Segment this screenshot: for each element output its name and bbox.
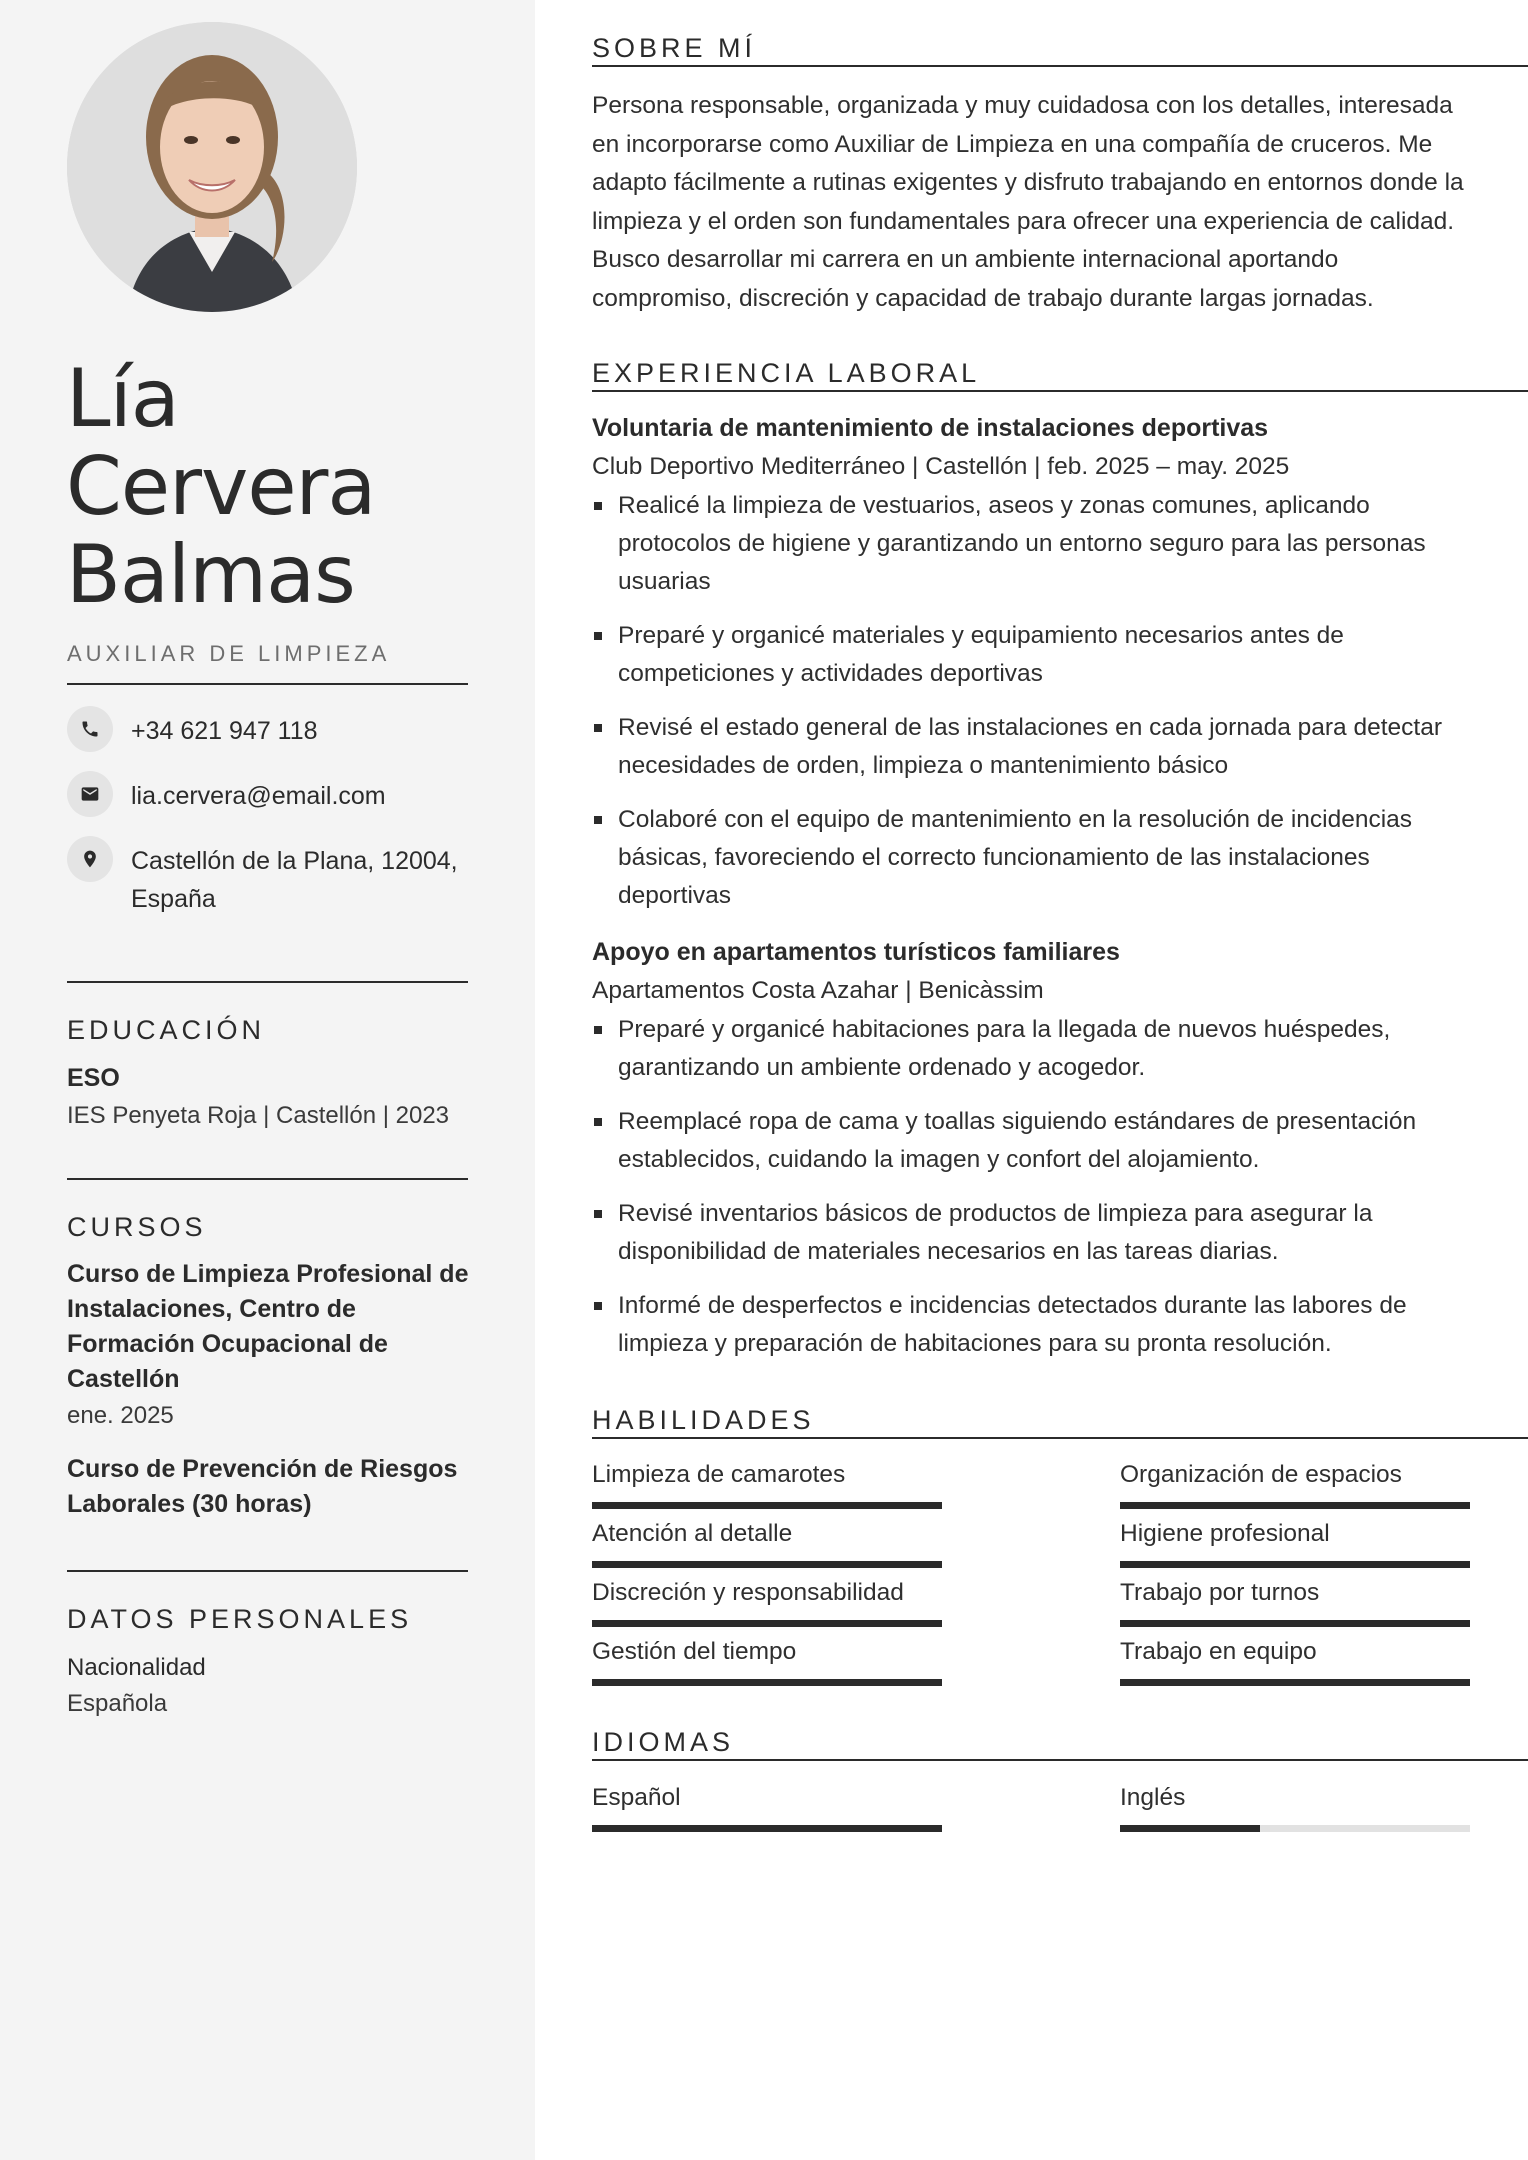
education-heading: EDUCACIÓN (67, 1015, 266, 1045)
course-title: Curso de Limpieza Profesional de Instalaciones, Centro de Formación Ocupacional de Castellón (67, 1260, 469, 1393)
skill-bar-fill (1120, 1679, 1470, 1686)
name-surname-1: Cervera (66, 440, 376, 533)
skill-bar-fill (1120, 1620, 1470, 1627)
divider (67, 981, 468, 983)
language-label: Español (592, 1784, 681, 1811)
job-bullet: Preparé y organicé materiales y equipamiento necesarios antes de competiciones y actividades deportivas (592, 617, 1472, 693)
job-title: Voluntaria de mantenimiento de instalaciones deportivas (592, 414, 1269, 442)
divider (67, 683, 468, 685)
mail-icon (67, 771, 113, 817)
job-title: AUXILIAR DE LIMPIEZA (67, 641, 391, 666)
education-detail: IES Penyeta Roja | Castellón | 2023 (67, 1102, 450, 1129)
skill-item (1120, 1578, 1470, 1627)
address-line-2: España (131, 885, 216, 913)
language-label: Inglés (1120, 1784, 1186, 1811)
skill-bar-fill (592, 1620, 942, 1627)
language-bar (1120, 1825, 1470, 1832)
skill-bar (1120, 1502, 1470, 1509)
name-surname-2: Balmas (66, 528, 355, 621)
job-bullet: Colaboré con el equipo de mantenimiento en la resolución de incidencias básicas, favoreciendo el correcto funcionamiento de las instalaciones deportivas (592, 801, 1472, 915)
job-bullet: Reemplacé ropa de cama y toallas siguiendo estándares de presentación establecidos, cuidando la imagen y confort del alojamiento. (592, 1103, 1472, 1179)
skill-label: Discreción y responsabilidad (592, 1579, 904, 1606)
skill-label: Trabajo en equipo (1120, 1638, 1317, 1665)
section-rule (592, 1759, 1528, 1761)
name-first: Lía (66, 352, 179, 445)
contact-email (67, 777, 487, 817)
skill-bar-fill (1120, 1502, 1470, 1509)
skills-heading: HABILIDADES (592, 1405, 815, 1435)
skill-item (592, 1578, 942, 1627)
courses-heading: CURSOS (67, 1212, 207, 1242)
skill-bar (1120, 1620, 1470, 1627)
skill-label: Atención al detalle (592, 1520, 793, 1547)
location-pin-icon (67, 836, 113, 882)
job-bullet: Revisé el estado general de las instalaciones en cada jornada para detectar necesidades de orden, limpieza o mantenimiento básico (592, 709, 1472, 785)
language-bar-fill (592, 1825, 942, 1832)
skill-bar (592, 1561, 942, 1568)
language-bar (592, 1825, 942, 1832)
skill-bar (1120, 1679, 1470, 1686)
nationality-label: Nacionalidad (67, 1654, 206, 1681)
main-content (592, 0, 1528, 2160)
course-title: Curso de Prevención de Riesgos Laborales (30 horas) (67, 1455, 458, 1518)
job-title: Apoyo en apartamentos turísticos familiares (592, 938, 1120, 966)
skill-item (1120, 1637, 1470, 1686)
address-line-1: Castellón de la Plana, 12004, (131, 847, 458, 875)
skill-bar (592, 1679, 942, 1686)
full-name (66, 352, 376, 621)
skill-item (592, 1637, 942, 1686)
skill-item (1120, 1460, 1470, 1509)
section-rule (592, 390, 1528, 392)
email-address: lia.cervera@email.com (131, 782, 386, 810)
education-degree: ESO (67, 1064, 120, 1092)
skill-item (592, 1460, 942, 1509)
job-subtitle: Apartamentos Costa Azahar | Benicàssim (592, 977, 1044, 1004)
job-bullet: Realicé la limpieza de vestuarios, aseos y zonas comunes, aplicando protocolos de higiene y garantizando un entorno seguro para las personas usuarias (592, 487, 1472, 601)
experience-heading: EXPERIENCIA LABORAL (592, 358, 981, 388)
skill-bar (1120, 1561, 1470, 1568)
skill-bar-fill (592, 1679, 942, 1686)
nationality-value: Española (67, 1690, 168, 1717)
about-text: Persona responsable, organizada y muy cuidadosa con los detalles, interesada en incorporarse como Auxiliar de Limpieza en una compañía de cruceros. Me adapto fácilmente a rutinas exigentes y disfruto trabajando en entornos donde la limpieza y el orden son fundamentales para ofrecer una experiencia de calidad. Busco desarrollar mi carrera en un ambiente internacional aportando compromiso, discreción y capacidad de trabajo durante largas jornadas. (592, 92, 1464, 312)
job-bullet: Revisé inventarios básicos de productos de limpieza para asegurar la disponibilidad de materiales necesarios en las tareas diarias. (592, 1195, 1472, 1271)
skill-label: Higiene profesional (1120, 1520, 1330, 1547)
skill-item (1120, 1519, 1470, 1568)
skill-bar-fill (592, 1561, 942, 1568)
skill-label: Trabajo por turnos (1120, 1579, 1320, 1606)
course-date: ene. 2025 (67, 1402, 174, 1429)
skill-bar (592, 1620, 942, 1627)
contact-address (67, 842, 487, 918)
address (131, 842, 458, 918)
skill-bar-fill (1120, 1561, 1470, 1568)
skill-bar-fill (592, 1502, 942, 1509)
languages-heading: IDIOMAS (592, 1727, 735, 1757)
skill-label: Limpieza de camarotes (592, 1461, 846, 1488)
section-rule (592, 1437, 1528, 1439)
divider (67, 1178, 468, 1180)
divider (67, 1570, 468, 1572)
skill-label: Organización de espacios (1120, 1461, 1402, 1488)
phone-icon (67, 706, 113, 752)
profile-photo (67, 22, 357, 312)
language-item (592, 1783, 942, 1832)
contact-phone (67, 712, 487, 752)
job-bullet: Informé de desperfectos e incidencias detectados durante las labores de limpieza y preparación de habitaciones para su pronta resolución. (592, 1287, 1472, 1363)
section-rule (592, 65, 1528, 67)
job-subtitle: Club Deportivo Mediterráneo | Castellón | feb. 2025 – may. 2025 (592, 453, 1290, 480)
sidebar (0, 0, 535, 2160)
job-bullet: Preparé y organicé habitaciones para la llegada de nuevos huéspedes, garantizando un ambiente ordenado y acogedor. (592, 1011, 1472, 1087)
language-item (1120, 1783, 1470, 1832)
portrait-image (67, 22, 357, 312)
skill-bar (592, 1502, 942, 1509)
language-bar-fill (1120, 1825, 1260, 1832)
skill-item (592, 1519, 942, 1568)
phone-number: +34 621 947 118 (131, 717, 318, 745)
about-heading: SOBRE MÍ (592, 33, 757, 63)
personal-heading: DATOS PERSONALES (67, 1604, 413, 1634)
skill-label: Gestión del tiempo (592, 1638, 797, 1665)
